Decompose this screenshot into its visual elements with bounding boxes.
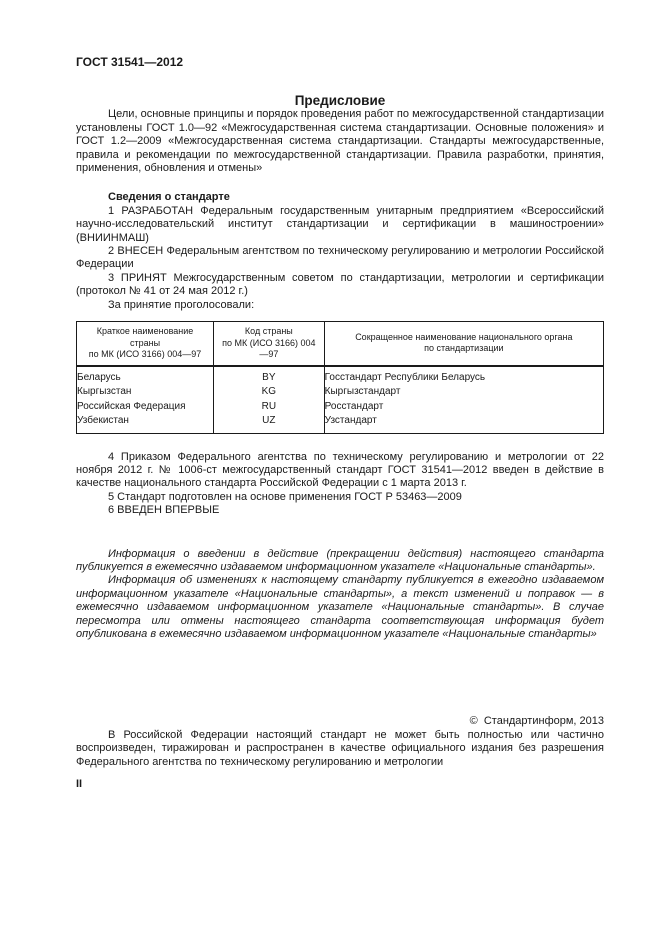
table-row [77, 366, 604, 386]
document-code: ГОСТ 31541—2012 [76, 55, 184, 69]
column-header-code-line1: Код страны [244, 326, 293, 337]
column-header-code [214, 322, 325, 366]
column-header-country-line2: по МК (ИСО 3166) 004—97 [88, 349, 202, 360]
cell-country: Узбекистан [77, 414, 214, 433]
column-header-country [77, 322, 214, 366]
cell-body: Росстандарт [324, 400, 603, 415]
cell-code: BY [214, 366, 325, 386]
page-number: II [76, 778, 83, 791]
column-header-body-line1: Сокращенное наименование национального органа [355, 331, 573, 342]
standard-item-3: 3 ПРИНЯТ Межгосударственным советом по стандартизации, метрологии и сертификации (протокол № 41 от 24 мая 2012 г.) [76, 271, 604, 298]
cell-country: Беларусь [77, 366, 214, 386]
column-header-body [324, 322, 603, 366]
standard-info-heading: Сведения о стандарте [108, 191, 230, 204]
cell-country: Российская Федерация [77, 400, 214, 415]
vote-table-header [77, 322, 604, 366]
notice-paragraph-1: Информация о введении в действие (прекращении действия) настоящего стандарта публикуется в ежемесячно издаваемом информационном указателе «Национальные стандарты». [76, 547, 604, 574]
standard-item-5: 5 Стандарт подготовлен на основе применения ГОСТ Р 53463—2009 [108, 490, 462, 503]
cell-country: Кыргызстан [77, 385, 214, 400]
standard-item-2: 2 ВНЕСЕН Федеральным агентством по техническому регулированию и метрологии Российской Федерации [76, 245, 604, 271]
notice-paragraph-2: Информация об изменениях к настоящему стандарту публикуется в ежегодно издаваемом информационном указателе «Национальные стандарты», а текст изменений и поправок — в ежемесячно издаваемом информационном указателе «Национальные стандарты». В случае пересмотра или отмены настоящего стандарта соответствующая информация будет опубликована в ежемесячно издаваемом информационном указателе «Национальные стандарты» [76, 574, 604, 641]
publication-notice [76, 548, 604, 642]
cell-code: RU [214, 400, 325, 415]
table-row [77, 414, 604, 433]
cell-code: KG [214, 385, 325, 400]
cell-body: Кыргызстандарт [324, 385, 603, 400]
column-header-code-line2: по МК (ИСО 3166) 004—97 [222, 337, 316, 360]
cell-code: UZ [214, 414, 325, 433]
intro-paragraph: Цели, основные принципы и порядок проведения работ по межгосударственной стандартизации установлены ГОСТ 1.0—92 «Межгосударственная система стандартизации. Основные положения» и ГОСТ 1.2—2009 «Межгосударственная система стандартизации. Стандарты межгосударственные, правила и рекомендации по межгосударственной стандартизации. Правила разработки, принятия, применения, обновления и отмены» [76, 108, 604, 175]
copyright-line: © Стандартинформ, 2013 [469, 715, 604, 728]
column-header-country-line1: Краткое наименование страны [96, 326, 194, 348]
cell-body: Узстандарт [324, 414, 603, 433]
restriction-paragraph: В Российской Федерации настоящий стандарт не может быть полностью или частично воспроизведен, тиражирован и распространен в качестве официального издания без разрешения Федерального агентства по техническому регулированию и метрологии [76, 728, 604, 768]
column-header-body-line2: по стандартизации [424, 343, 504, 354]
vote-caption: За принятие проголосовали: [108, 298, 255, 311]
standard-item-4: 4 Приказом Федерального агентства по техническому регулированию и метрологии от 22 ноября 2012 г. № 1006-ст межгосударственный стандарт ГОСТ 31541—2012 введен в действие в качестве национального стандарта Российской Федерации с 1 марта 2013 г. [76, 450, 604, 490]
page-title: Предисловие [294, 93, 386, 109]
standard-item-6: 6 ВВЕДЕН ВПЕРВЫЕ [108, 504, 220, 517]
table-row [77, 385, 604, 400]
table-row [77, 400, 604, 415]
cell-body: Госстандарт Республики Беларусь [324, 366, 603, 386]
vote-table [76, 321, 604, 434]
vote-table-body [77, 366, 604, 434]
standard-item-1: 1 РАЗРАБОТАН Федеральным государственным унитарным предприятием «Всероссийский научно-исследовательский институт стандартизации и сертификации в машиностроении» (ВНИИНМАШ) [76, 204, 604, 244]
